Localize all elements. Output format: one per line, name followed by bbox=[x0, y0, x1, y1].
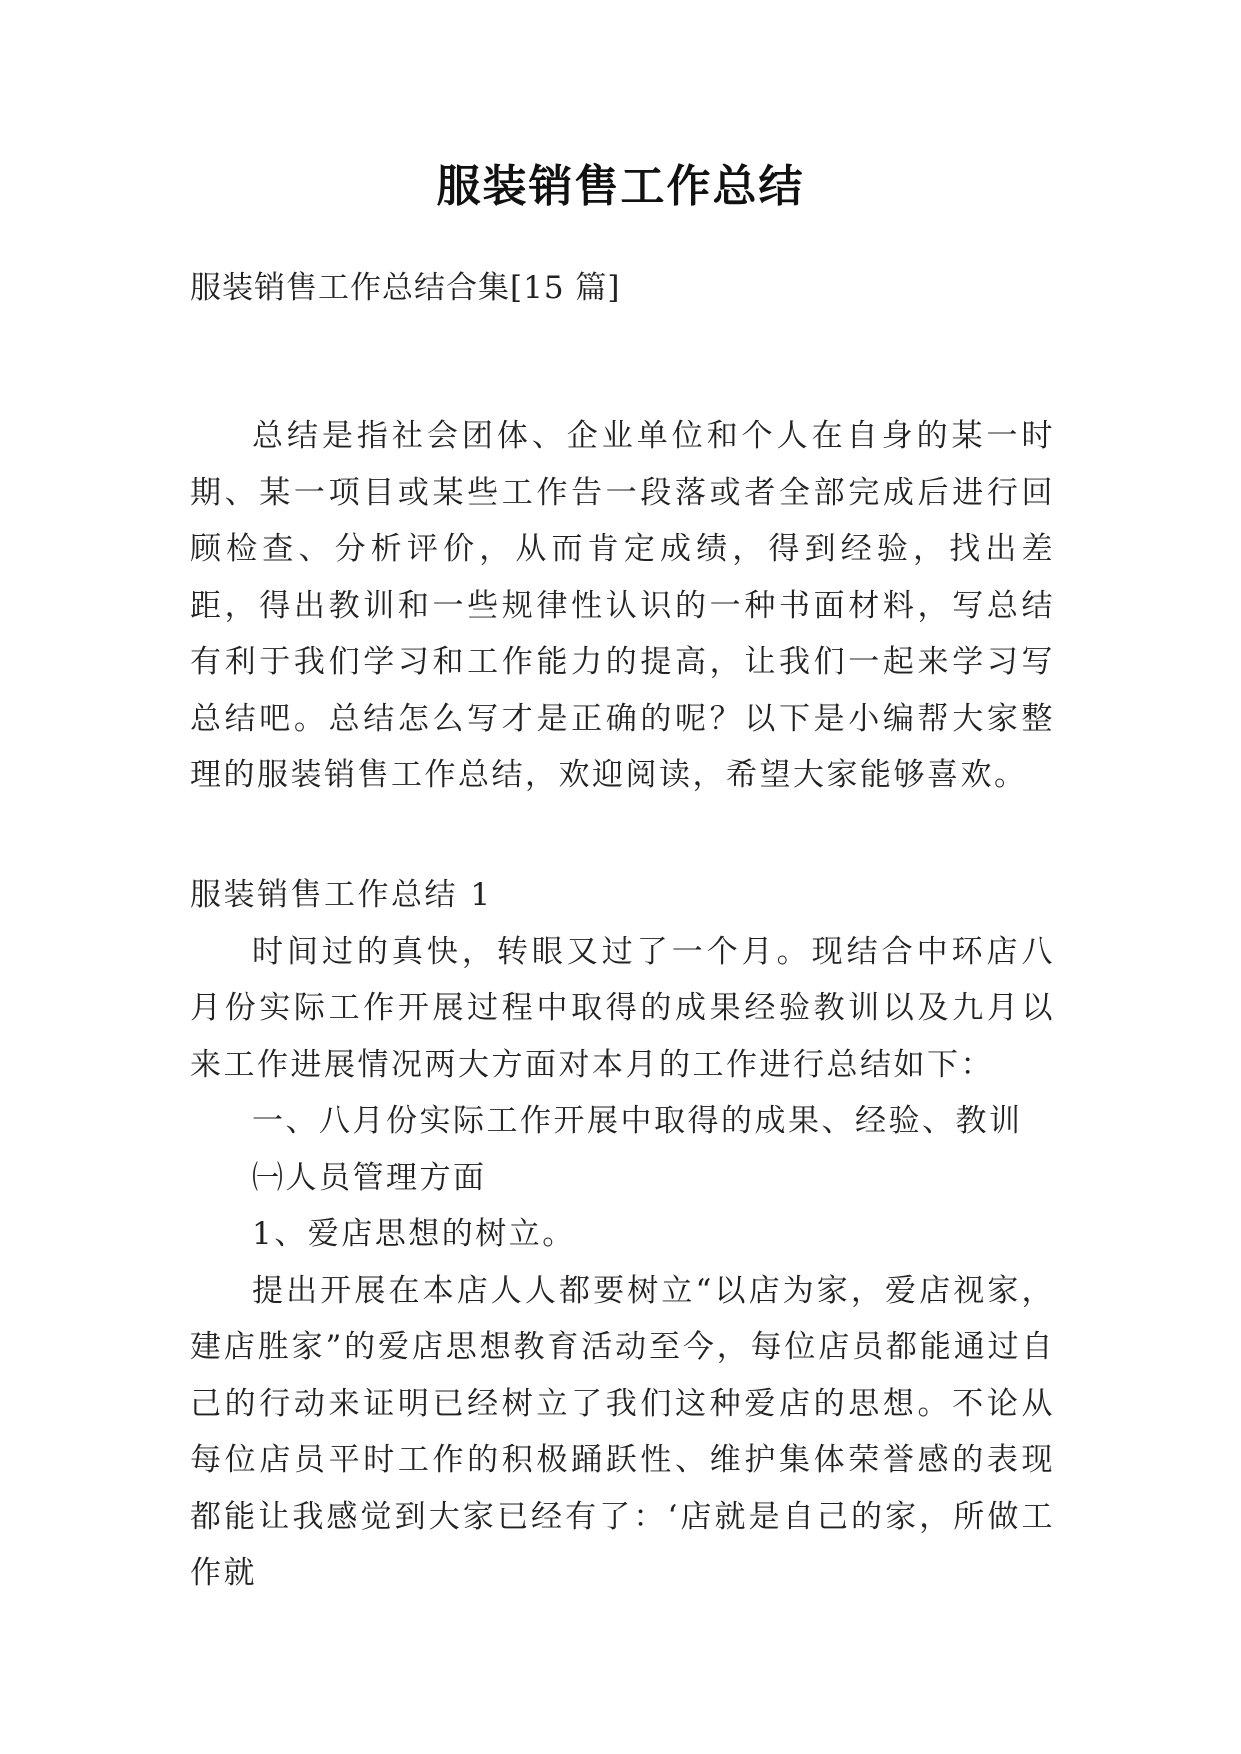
document-title: 服装销售工作总结 bbox=[436, 161, 805, 212]
intro-section bbox=[190, 408, 1055, 804]
subheading-2: ㈠人员管理方面 bbox=[252, 1159, 487, 1196]
paragraph-1: 时间过的真快，转眼又过了一个月。现结合中环店八月份实际工作开展过程中取得的成果经验教训以及九月以来工作进展情况两大方面对本月的工作进行总结如下： bbox=[190, 933, 1055, 1083]
document-subtitle: 服装销售工作总结合集[15 篇] bbox=[190, 270, 621, 306]
intro-paragraph: 总结是指社会团体、企业单位和个人在自身的某一时期、某一项目或某些工作告一段落或者全部完成后进行回顾检查、分析评价，从而肯定成绩，得到经验，找出差距，得出教训和一些规律性认识的一种书面材料，写总结有利于我们学习和工作能力的提高，让我们一起来学习写总结吧。总结怎么写才是正确的呢？以下是小编帮大家整理的服装销售工作总结，欢迎阅读，希望大家能够喜欢。 bbox=[190, 418, 1055, 793]
section-1 bbox=[190, 867, 1055, 1602]
section-heading: 服装销售工作总结 1 bbox=[190, 877, 493, 913]
subheading-3: 1、爱店思想的树立。 bbox=[252, 1216, 576, 1252]
subheading-1: 一、八月份实际工作开展中取得的成果、经验、教训 bbox=[252, 1103, 1023, 1139]
paragraph-2: 提出开展在本店人人都要树立“以店为家，爱店视家，建店胜家”的爱店思想教育活动至今，每位店员都能通过自己的行动来证明已经树立了我们这种爱店的思想。不论从每位店员平时工作的积极踊跃性、维护集体荣誉感的表现都能让我感觉到大家已经有了：‘店就是自己的家，所做工作就 bbox=[190, 1272, 1055, 1591]
